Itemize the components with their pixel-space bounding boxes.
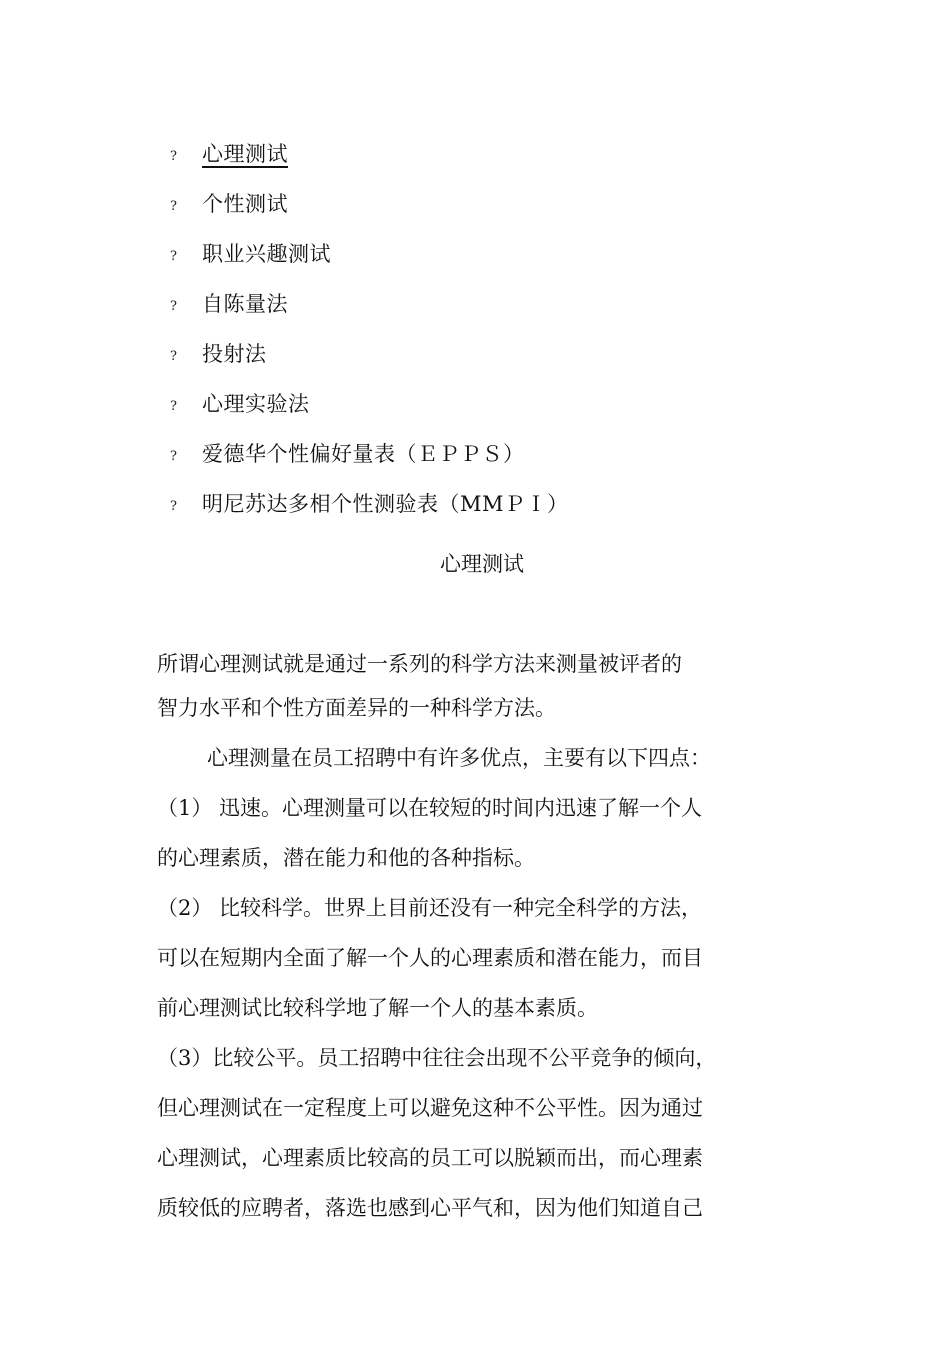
paragraph-line: 质较低的应聘者，落选也感到心平气和，因为他们知道自己	[157, 1196, 703, 1220]
list-item	[170, 428, 870, 478]
bullet-text: 爱德华个性偏好量表（ＥＰＰＳ）	[202, 442, 525, 466]
bullet-marker: ?	[170, 248, 177, 264]
bullet-text: 个性测试	[202, 192, 288, 216]
bullet-marker: ?	[170, 198, 177, 214]
section-title: 心理测试	[440, 552, 524, 576]
list-item	[170, 278, 870, 328]
paragraph-line: 前心理测试比较科学地了解一个人的基本素质。	[157, 996, 598, 1020]
paragraph-line: 的心理素质，潜在能力和他的各种指标。	[157, 846, 535, 870]
paragraph-line: 心理测量在员工招聘中有许多优点，主要有以下四点：	[207, 746, 711, 770]
paragraph-line: 但心理测试在一定程度上可以避免这种不公平性。因为通过	[157, 1096, 703, 1120]
bullet-text: 自陈量法	[202, 292, 288, 316]
paragraph-line: 心理测试，心理素质比较高的员工可以脱颖而出，而心理素	[157, 1146, 703, 1170]
paragraph-line: （3）比较公平。员工招聘中往往会出现不公平竞争的倾向，	[157, 1046, 717, 1070]
bullet-marker: ?	[170, 448, 177, 464]
list-item	[170, 228, 870, 278]
bullet-text: 职业兴趣测试	[202, 242, 331, 266]
paragraph-line: 所谓心理测试就是通过一系列的科学方法来测量被评者的	[157, 652, 682, 676]
list-item	[170, 378, 870, 428]
list-item	[170, 328, 870, 378]
bullet-marker: ?	[170, 398, 177, 414]
paragraph-line: 可以在短期内全面了解一个人的心理素质和潜在能力，而目	[157, 946, 703, 970]
bullet-marker: ?	[170, 498, 177, 514]
bullet-marker: ?	[170, 298, 177, 314]
bullet-text: 明尼苏达多相个性测验表（MMＰＩ）	[202, 492, 569, 516]
paragraph-line: （1） 迅速。心理测量可以在较短的时间内迅速了解一个人	[157, 796, 703, 820]
list-item	[170, 178, 870, 228]
bullet-text: 心理实验法	[202, 392, 310, 416]
list-item	[170, 128, 870, 178]
bullet-marker: ?	[170, 148, 177, 164]
body-text	[157, 645, 797, 1233]
bullet-link-psych-test[interactable]: 心理测试	[202, 142, 288, 166]
bullet-text: 投射法	[202, 342, 267, 366]
bullet-marker: ?	[170, 348, 177, 364]
list-item	[170, 478, 870, 528]
paragraph-line: （2） 比较科学。世界上目前还没有一种完全科学的方法，	[157, 896, 703, 920]
bullet-list	[170, 128, 870, 528]
paragraph-line: 智力水平和个性方面差异的一种科学方法。	[157, 696, 556, 720]
